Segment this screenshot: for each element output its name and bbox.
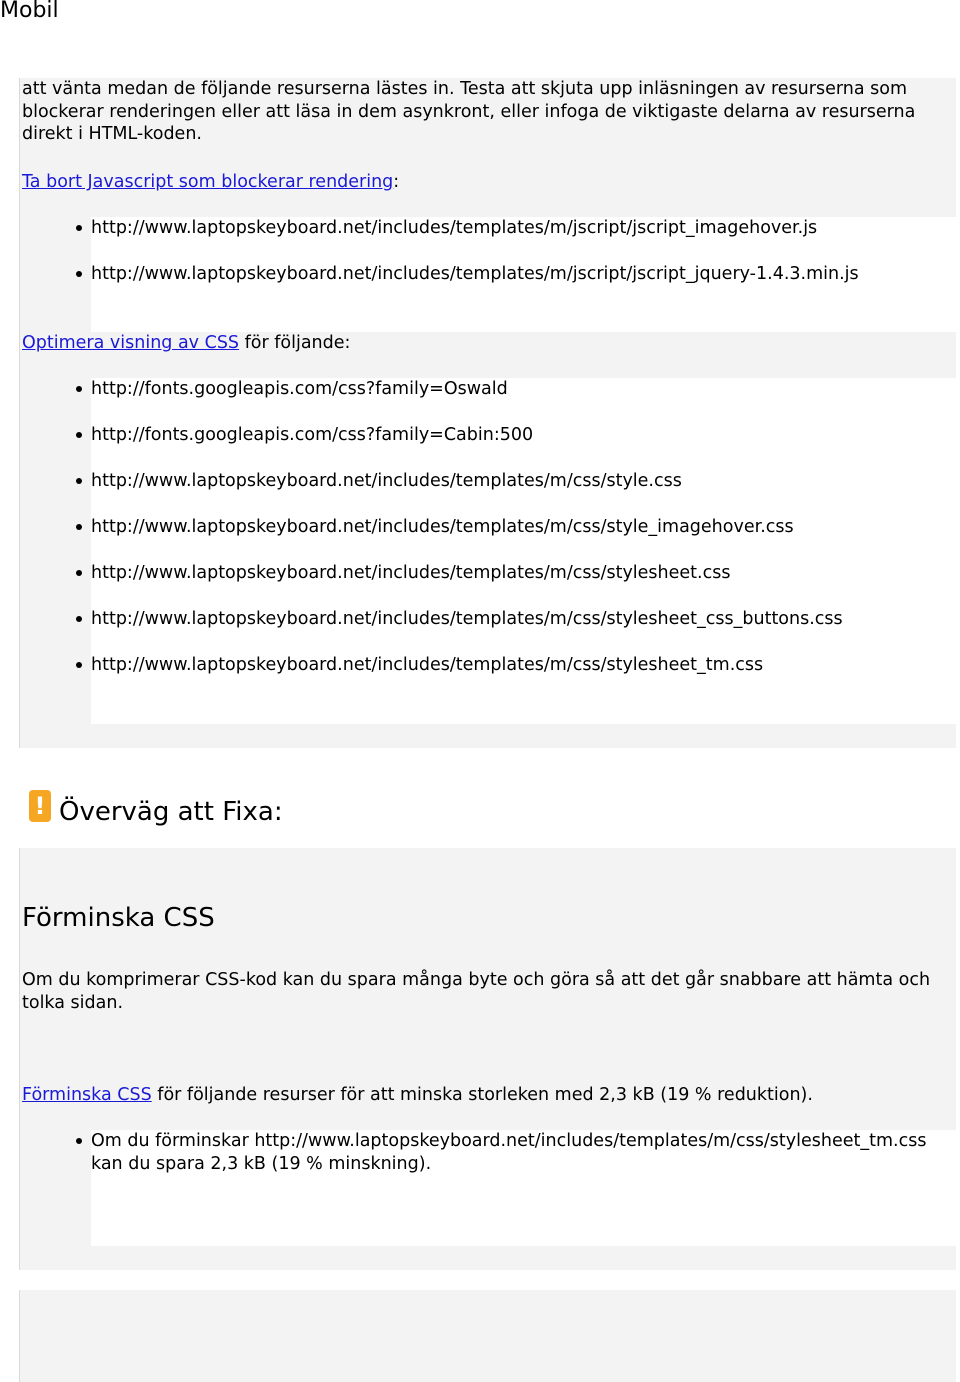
- list-item: Om du förminskar http://www.laptopskeyboard.net/includes/templates/m/css/stylesheet_tm.css kan du spara 2,3 kB (19 % minskning).: [91, 1130, 956, 1175]
- list-item: http://www.laptopskeyboard.net/includes/templates/m/jscript/jscript_jquery-1.4.3.min.js: [91, 263, 956, 286]
- list-item: http://www.laptopskeyboard.net/includes/templates/m/css/stylesheet_tm.css: [91, 654, 956, 677]
- list-item: http://www.laptopskeyboard.net/includes/templates/m/css/stylesheet_css_buttons.css: [91, 608, 956, 631]
- remove-blocking-js-link[interactable]: Ta bort Javascript som blockerar rendering: [22, 172, 394, 192]
- minify-css-summary: [22, 1084, 946, 1107]
- minify-css-heading: Förminska CSS: [22, 903, 215, 933]
- optimize-css-delivery-link[interactable]: Optimera visning av CSS: [22, 333, 240, 353]
- list-item: http://fonts.googleapis.com/css?family=Oswald: [91, 378, 956, 401]
- js-resource-list: [91, 217, 956, 332]
- minify-resource-list: [91, 1130, 956, 1246]
- list-item: http://www.laptopskeyboard.net/includes/templates/m/css/style_imagehover.css: [91, 516, 956, 539]
- minify-css-link[interactable]: Förminska CSS: [22, 1085, 152, 1105]
- list-item: http://fonts.googleapis.com/css?family=Cabin:500: [91, 424, 956, 447]
- minify-css-summary-suffix: för följande resurser för att minska storleken med 2,3 kB (19 % reduktion).: [151, 1085, 813, 1105]
- warning-icon: !: [29, 790, 51, 822]
- render-blocking-intro: att vänta medan de följande resurserna lästes in. Testa att skjuta upp inläsningen av resurserna som blockerar renderingen eller att läsa in dem asynkront, eller infoga de viktigaste delarna av resurserna direkt i HTML-koden.: [22, 79, 916, 144]
- render-blocking-panel: [19, 78, 956, 748]
- js-heading: [22, 171, 946, 194]
- minify-css-panel: [19, 848, 956, 1270]
- css-heading-suffix: för följande:: [239, 333, 351, 353]
- list-item: http://www.laptopskeyboard.net/includes/templates/m/css/stylesheet.css: [91, 562, 956, 585]
- js-heading-suffix: :: [393, 172, 400, 192]
- minify-css-description: Om du komprimerar CSS-kod kan du spara många byte och göra så att det går snabbare att hämta och tolka sidan.: [22, 970, 931, 1013]
- list-item: http://www.laptopskeyboard.net/includes/templates/m/css/style.css: [91, 470, 956, 493]
- css-resource-list: [91, 378, 956, 724]
- next-section-panel: [19, 1290, 956, 1382]
- list-item: http://www.laptopskeyboard.net/includes/templates/m/jscript/jscript_imagehover.js: [91, 217, 956, 240]
- css-heading: [22, 332, 946, 355]
- consider-heading: Överväg att Fixa:: [59, 797, 283, 827]
- page-title: Mobil: [0, 0, 59, 23]
